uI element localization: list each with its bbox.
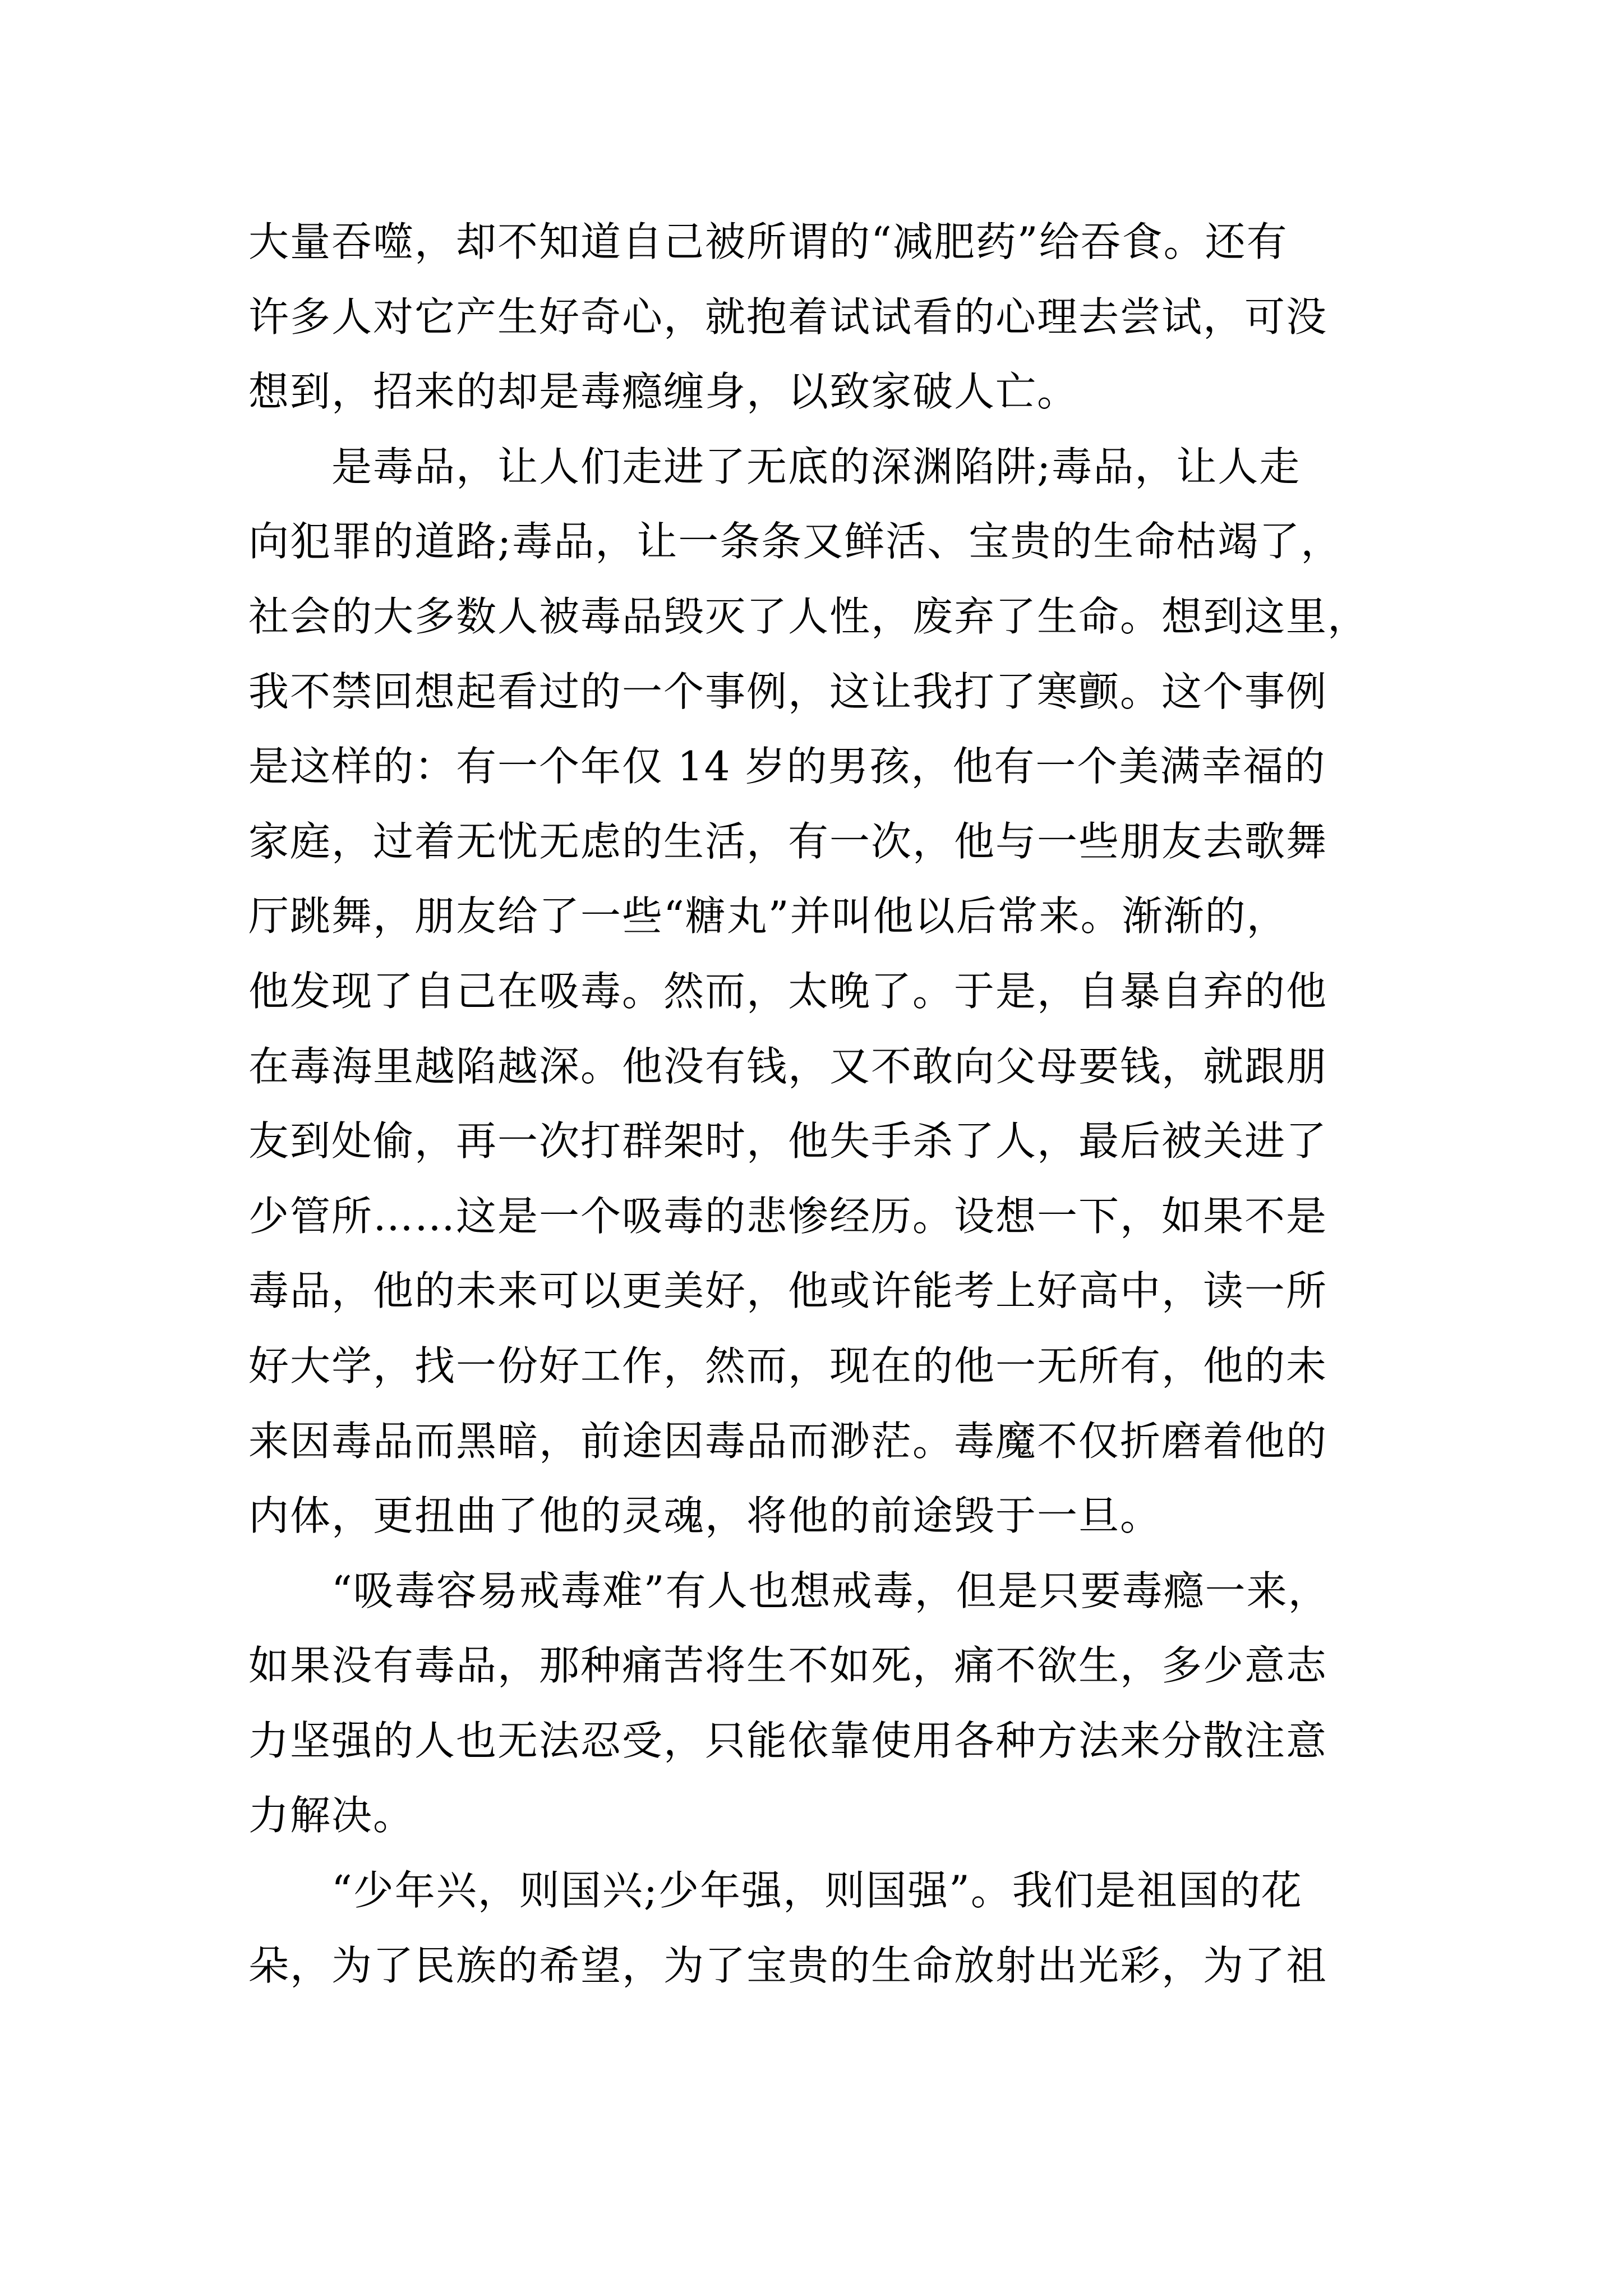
text-line: 力坚强的人也无法忍受，只能依靠使用各种方法来分散注意 [248,1717,1328,1764]
text-line: 许多人对它产生好奇心，就抱着试试看的心理去尝试，可没 [248,293,1328,341]
text-line: 友到处偷，再一次打群架时，他失手杀了人，最后被关进了 [248,1117,1328,1165]
text-line: 大量吞噬，却不知道自己被所谓的“减肥药”给吞食。还有 [248,218,1288,265]
text-line: 如果没有毒品，那种痛苦将生不如死，痛不欲生，多少意志 [248,1642,1328,1690]
text-line: 我不禁回想起看过的一个事例，这让我打了寒颤。这个事例 [248,668,1328,715]
text-line: 内体，更扭曲了他的灵魂，将他的前途毁于一旦。 [248,1492,1162,1540]
text-line: 少管所……这是一个吸毒的悲惨经历。设想一下，如果不是 [248,1192,1328,1240]
text-line: 向犯罪的道路;毒品，让一条条又鲜活、宝贵的生命枯竭了， [248,518,1343,565]
text-line: 来因毒品而黑暗，前途因毒品而渺茫。毒魔不仅折磨着他的 [248,1417,1328,1465]
text-line: 家庭，过着无忧无虑的生活，有一次，他与一些朋友去歌舞 [248,817,1328,865]
text-line: “吸毒容易戒毒难”有人也想戒毒，但是只要毒瘾一来， [248,1567,1330,1614]
text-line: 厅跳舞，朋友给了一些“糖丸”并叫他以后常来。渐渐的， [248,892,1288,940]
text-line: 在毒海里越陷越深。他没有钱，又不敢向父母要钱，就跟朋 [248,1042,1328,1090]
text-line: 社会的大多数人被毒品毁灭了人性，废弃了生命。想到这里， [248,592,1370,640]
text-line: 是这样的：有一个年仅 14 岁的男孩，他有一个美满幸福的 [248,743,1326,790]
text-line: 他发现了自己在吸毒。然而，太晚了。于是，自暴自弃的他 [248,967,1328,1015]
text-line: 力解决。 [248,1792,415,1839]
text-line: 好大学，找一份好工作，然而，现在的他一无所有，他的未 [248,1342,1328,1389]
text-line: 是毒品，让人们走进了无底的深渊陷阱;毒品，让人走 [248,443,1301,490]
text-line: 朵，为了民族的希望，为了宝贵的生命放射出光彩，为了祖 [248,1941,1328,1989]
text-line: 想到，招来的却是毒瘾缠身，以致家破人亡。 [248,368,1079,416]
text-line: 毒品，他的未来可以更美好，他或许能考上好高中，读一所 [248,1267,1328,1315]
text-line: “少年兴，则国兴;少年强，则国强”。我们是祖国的花 [248,1867,1303,1915]
document-body [248,205,1381,2003]
